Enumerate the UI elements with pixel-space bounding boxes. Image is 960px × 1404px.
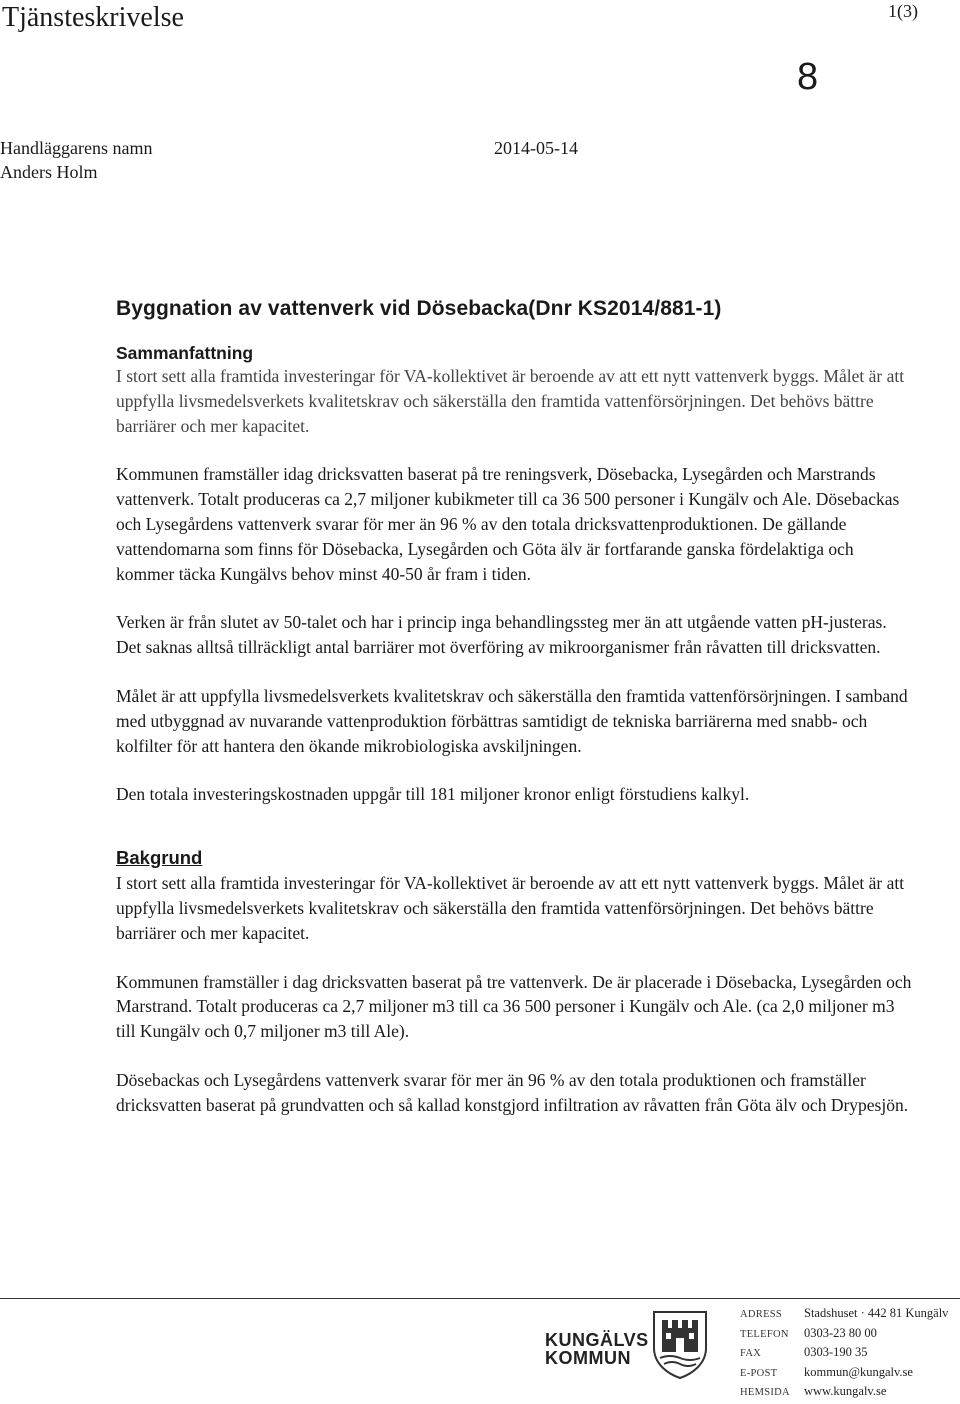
contact-row (740, 1384, 960, 1404)
summary-paragraph: I stort sett alla framtida investeringar för VA-kollektivet är beroende av att ett nytt vattenverk byggs. Målet är att uppfylla livsmedelsverkets kvalitetskrav och säkerställa den framtida vattenförsörjningen. Det behövs bättre barriärer och mer kapacitet. (116, 366, 905, 436)
summary-heading: Sammanfattning (116, 343, 254, 363)
officer-name: Anders Holm (0, 162, 98, 182)
page-indicator: 1(3) (888, 1, 918, 21)
contact-label: TELEFON (740, 1328, 789, 1340)
summary-paragraph: Den totala investeringskostnaden uppgår till 181 miljoner kronor enligt förstudiens kalkyl. (116, 784, 750, 805)
document-type: Tjänsteskrivelse (2, 2, 184, 33)
contact-value: Stadshuset · 442 81 Kungälv (804, 1306, 949, 1320)
background-paragraph: Kommunen framställer i dag dricksvatten baserat på tre vattenverk. De är placerade i Dösebacka, Lysegården och Marstrand. Totalt produceras ca 2,7 miljoner m3 till ca 36 500 personer i Kungälv och Ale. (ca 2,0 miljoner m3 till Kungälv och 0,7 miljoner m3 till Ale). (116, 971, 912, 1042)
contact-row (740, 1345, 960, 1365)
officer-label: Handläggarens namn (0, 138, 153, 158)
contact-label: E-POST (740, 1367, 778, 1379)
logo-line-1: KUNGÄLVS (545, 1330, 649, 1350)
footer-divider (0, 1298, 960, 1299)
summary-paragraph: Verken är från slutet av 50-talet och har i princip inga behandlingssteg mer än att utgående vatten pH-justeras. Det saknas alltså tillräckligt antal barriärer mot överföring av mikroorganismer från råvatten till dricksvatten. (116, 612, 887, 658)
page-footer (0, 1298, 960, 1403)
document-title: Byggnation av vattenverk vid Dösebacka(Dnr KS2014/881-1) (116, 297, 722, 320)
contact-email[interactable]: kommun@kungalv.se (804, 1364, 913, 1379)
contact-website[interactable]: www.kungalv.se (804, 1384, 887, 1398)
summary-paragraph: Målet är att uppfylla livsmedelsverkets kvalitetskrav och säkerställa den framtida vattenförsörjningen. I samband med utbyggnad av nuvarande vattenproduktion förbättras samtidigt de tekniska barriärerna med snabb- och kolfilter för att hantera den ökande mikrobiologiska avskiljningen. (116, 685, 908, 756)
contact-value: 0303-23 80 00 (804, 1325, 877, 1340)
logo-line-2: KOMMUN (545, 1348, 631, 1368)
document-date: 2014-05-14 (494, 138, 578, 158)
document-body (116, 296, 916, 1118)
contact-label: ADRESS (740, 1309, 783, 1320)
municipality-logo-text (545, 1331, 649, 1367)
background-paragraph: Dösebackas och Lysegårdens vattenverk svarar för mer än 96 % av den totala produktionen och framställer dricksvatten baserat på grundvatten och så kallad konstgjord infiltration av råvatten från Göta älv och Drypesjön. (116, 1069, 909, 1115)
contact-row (740, 1326, 960, 1346)
summary-paragraph: Kommunen framställer idag dricksvatten baserat på tre reningsverk, Dösebacka, Lysegården och Marstrands vattenverk. Totalt produceras ca 2,7 miljoner kubikmeter till ca 36 500 personer i Kungälv och Ale. Dösebackas och Lysegårdens vattenverk svarar för mer än 96 % av den totala dricksvattenproduktionen. De gällande vattendomarna som finns för Dösebacka, Lysegården och Göta älv är fortfarande ganska fördelaktiga och kommer täcka Kungälvs behov minst 40-50 år fram i tiden. (116, 464, 900, 584)
contact-details (740, 1306, 960, 1404)
contact-label: FAX (740, 1348, 762, 1359)
contact-value: 0303-190 35 (804, 1345, 868, 1359)
agenda-number: 8 (797, 56, 819, 98)
background-paragraph: I stort sett alla framtida investeringar för VA-kollektivet är beroende av att ett nytt vattenverk byggs. Målet är att uppfylla livsmedelsverkets kvalitetskrav och säkerställa den framtida vattenförsörjningen. Det behövs bättre barriärer och mer kapacitet. (116, 873, 905, 943)
contact-row (740, 1306, 960, 1326)
background-heading: Bakgrund (116, 847, 203, 869)
coat-of-arms-icon (650, 1308, 710, 1380)
contact-label: HEMSIDA (740, 1387, 790, 1398)
contact-row (740, 1365, 960, 1385)
